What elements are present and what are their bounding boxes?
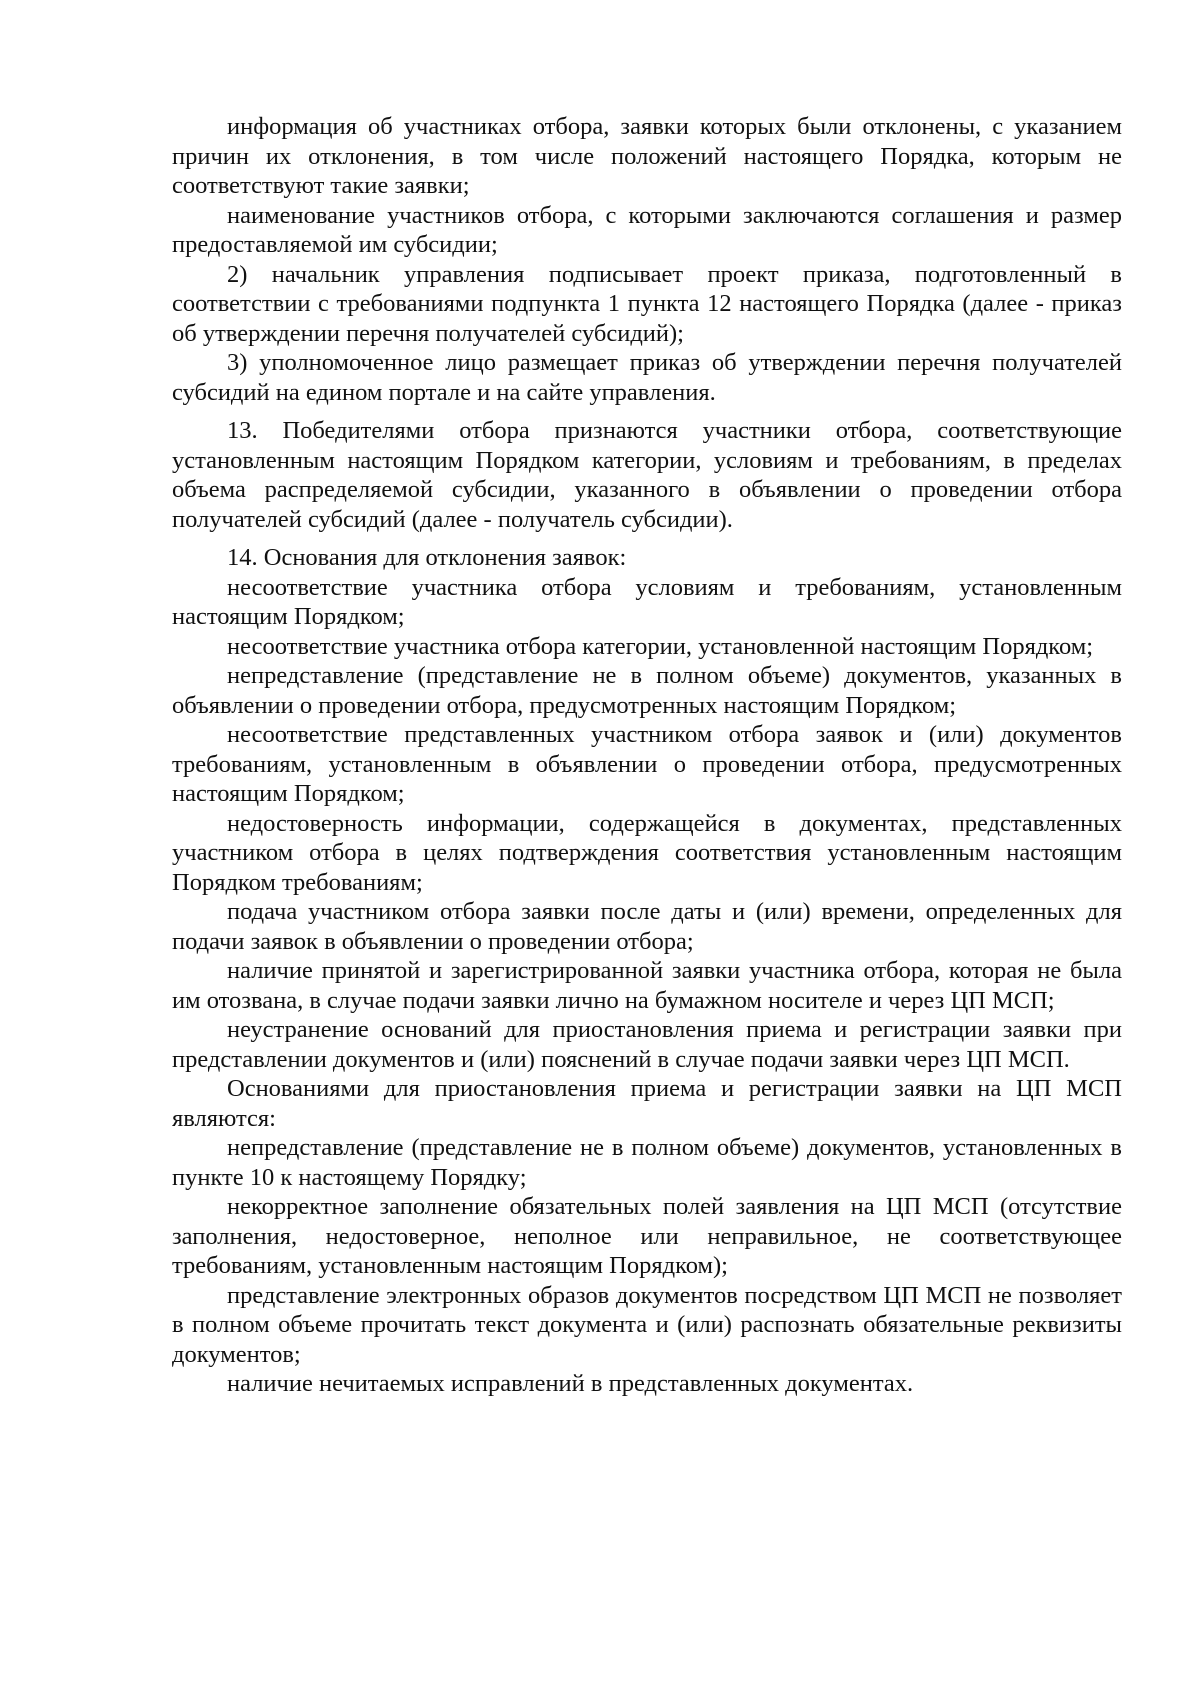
paragraph-reject-reason-5: недостоверность информации, содержащейся в документах, представленных участником отбора в целях подтверждения соответствия установленным настоящим Порядком требованиям;: [172, 809, 1122, 896]
paragraph-reject-reason-2: несоответствие участника отбора категории, установленной настоящим Порядком;: [227, 632, 1094, 660]
paragraph-item-3: 3) уполномоченное лицо размещает приказ об утверждении перечня получателей субсидий на едином портале и на сайте управления.: [172, 349, 1122, 406]
paragraph-reject-reason-3: непредставление (представление не в полном объеме) документов, указанных в объявлении о проведении отбора, предусмотренных настоящим Порядком;: [172, 662, 1122, 719]
paragraph-reject-reason-4: несоответствие представленных участником отбора заявок и (или) документов требованиям, установленным в объявлении о проведении отбора, предусмотренных настоящим Порядком;: [172, 721, 1122, 807]
paragraph-agreement-participants: наименование участников отбора, с которыми заключаются соглашения и размер предоставляемой им субсидии;: [172, 201, 1122, 258]
paragraph-section-13: 13. Победителями отбора признаются участники отбора, соответствующие установленным настоящим Порядком категории, условиям и требованиям, в пределах объема распределяемой субсидии, указанного в объявлении о проведении отбора получателей субсидий (далее - получатель субсидии).: [172, 417, 1122, 533]
paragraph-reject-reason-8: неустранение оснований для приостановления приема и регистрации заявки при представлении документов и (или) пояснений в случае подачи заявки через ЦП МСП.: [172, 1016, 1122, 1073]
paragraph-suspension-reason-3: представление электронных образов документов посредством ЦП МСП не позволяет в полном объеме прочитать текст документа и (или) распознать обязательные реквизиты документов;: [172, 1281, 1122, 1368]
paragraph-suspension-grounds: Основаниями для приостановления приема и регистрации заявки на ЦП МСП являются:: [172, 1075, 1122, 1132]
paragraph-reject-reason-1: несоответствие участника отбора условиям и требованиям, установленным настоящим Порядком;: [172, 573, 1122, 630]
paragraph-section-14: 14. Основания для отклонения заявок:: [227, 544, 627, 571]
paragraph-suspension-reason-4: наличие нечитаемых исправлений в представленных документах.: [227, 1370, 914, 1397]
paragraph-item-2: 2) начальник управления подписывает проект приказа, подготовленный в соответствии с требованиями подпункта 1 пункта 12 настоящего Порядка (далее - приказ об утверждении перечня получателей субсидий);: [172, 260, 1122, 347]
paragraph-reject-reason-6: подача участником отбора заявки после даты и (или) времени, определенных для подачи заявок в объявлении о проведении отбора;: [172, 898, 1122, 955]
paragraph-suspension-reason-1: непредставление (представление не в полном объеме) документов, установленных в пункте 10 к настоящему Порядку;: [172, 1134, 1122, 1191]
document-body: [172, 112, 1122, 1399]
paragraph-rejected-participants-info: информация об участниках отбора, заявки которых были отклонены, с указанием причин их отклонения, в том числе положений настоящего Порядка, которым не соответствуют такие заявки;: [172, 113, 1122, 199]
paragraph-suspension-reason-2: некорректное заполнение обязательных полей заявления на ЦП МСП (отсутствие заполнения, недостоверное, неполное или неправильное, не соответствующее требованиям, установленным настоящим Порядком);: [172, 1193, 1122, 1279]
paragraph-reject-reason-7: наличие принятой и зарегистрированной заявки участника отбора, которая не была им отозвана, в случае подачи заявки лично на бумажном носителе и через ЦП МСП;: [172, 957, 1122, 1014]
